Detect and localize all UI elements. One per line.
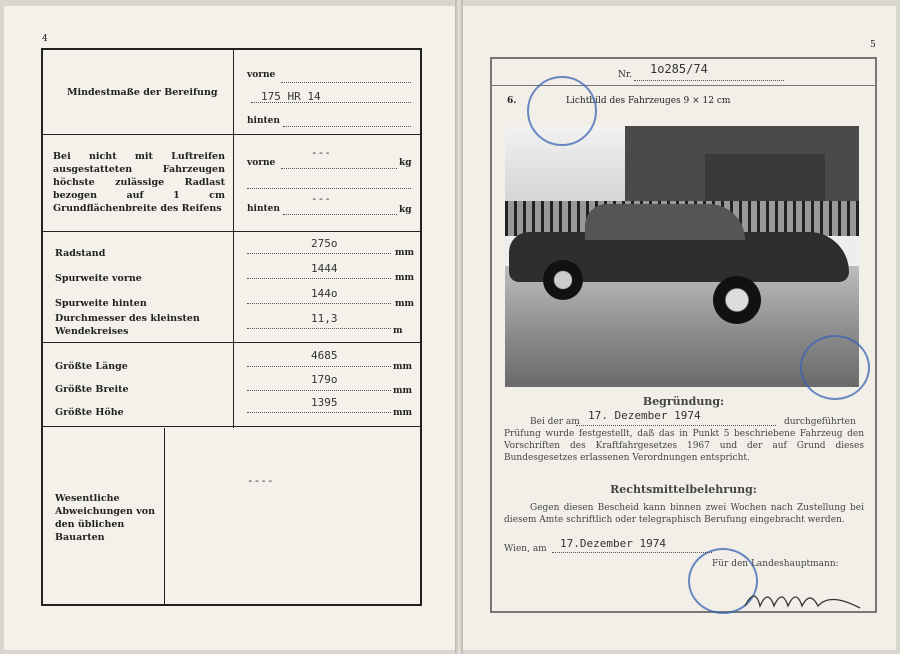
reason-title: Begründung: [642,395,725,408]
front-label: vorne [247,158,276,168]
page-number-right: 5 [870,40,876,50]
place-label: Wien, am [504,544,547,554]
signature [740,584,870,614]
wheelbase-label: Radstand [55,248,106,259]
track-front-value: 1444 [311,262,338,275]
page-number-left: 4 [42,34,48,44]
place-date: 17.Dezember 1974 [560,537,666,550]
length-value: 4685 [311,349,338,362]
rear-label: hinten [247,204,280,214]
photo-label: Lichtbild des Fahrzeuges 9 × 12 cm [566,96,731,106]
official-stamp [527,76,597,146]
reason-date: 17. Dezember 1974 [588,409,701,422]
width-value: 179o [311,373,338,386]
rear-label: hinten [247,116,280,126]
tyres-label: Mindestmaße der Bereifung [67,87,218,98]
wheel-load-front-value: --- [311,146,331,159]
unit: mm [393,408,413,418]
wheelbase-value: 275o [311,237,338,250]
width-label: Größte Breite [55,384,129,395]
signatory-label: Für den Landeshauptmann: [712,559,839,569]
height-label: Größte Höhe [55,407,124,418]
unit: kg [399,158,412,168]
official-stamp [800,335,870,400]
nr-value: 1o285/74 [650,62,708,76]
appeal-title: Rechtsmittelbelehrung: [610,483,757,496]
turning-circle-value: 11,3 [311,312,338,325]
unit: mm [395,248,415,258]
reason-text: Prüfung wurde festgestellt, daß das in Punkt 5 beschriebene Fahrzeug den Vorschriften des Kraftfahrgesetzes 1967 und der auf Grund dieses Bundesgesetzes erlassenen Verordnungen entspricht. [504,429,864,463]
track-front-label: Spurweite vorne [55,273,142,284]
length-label: Größte Länge [55,361,128,372]
unit: mm [395,299,415,309]
deviations-value: ---- [247,474,274,487]
book-gutter [455,0,463,654]
deviations-label: Wesentliche Abweichungen von den üblichen Bauarten [55,493,156,543]
turning-circle-label: Durchmesser des kleinsten Wendekreises [55,313,200,337]
unit: mm [395,273,415,283]
unit: m [393,326,403,336]
reason-suffix: durchgeführten [784,417,856,427]
tyres-value: 175 HR 14 [261,90,321,103]
wheel-load-label: Bei nicht mit Luftreifen ausgestatteten Fahrzeugen höchste zulässige Radlast bezogen auf 1 cm Grundflächenbreite des Reifens [53,151,225,214]
appeal-text: Gegen diesen Bescheid kann binnen zwei Wochen nach Zustellung bei diesem Amte schriftlich oder telegraphisch Berufung eingebracht werden. [504,503,864,525]
vehicle-data-table [41,48,422,606]
section-number: 6. [507,96,517,106]
front-label: vorne [247,70,276,80]
track-rear-label: Spurweite hinten [55,298,147,309]
height-value: 1395 [311,396,338,409]
reason-prefix: Bei der am [530,417,580,427]
unit: mm [393,362,413,372]
nr-label: Nr. [618,70,633,80]
track-rear-value: 144o [311,287,338,300]
unit: mm [393,386,413,396]
unit: kg [399,205,412,215]
wheel-load-rear-value: --- [311,192,331,205]
